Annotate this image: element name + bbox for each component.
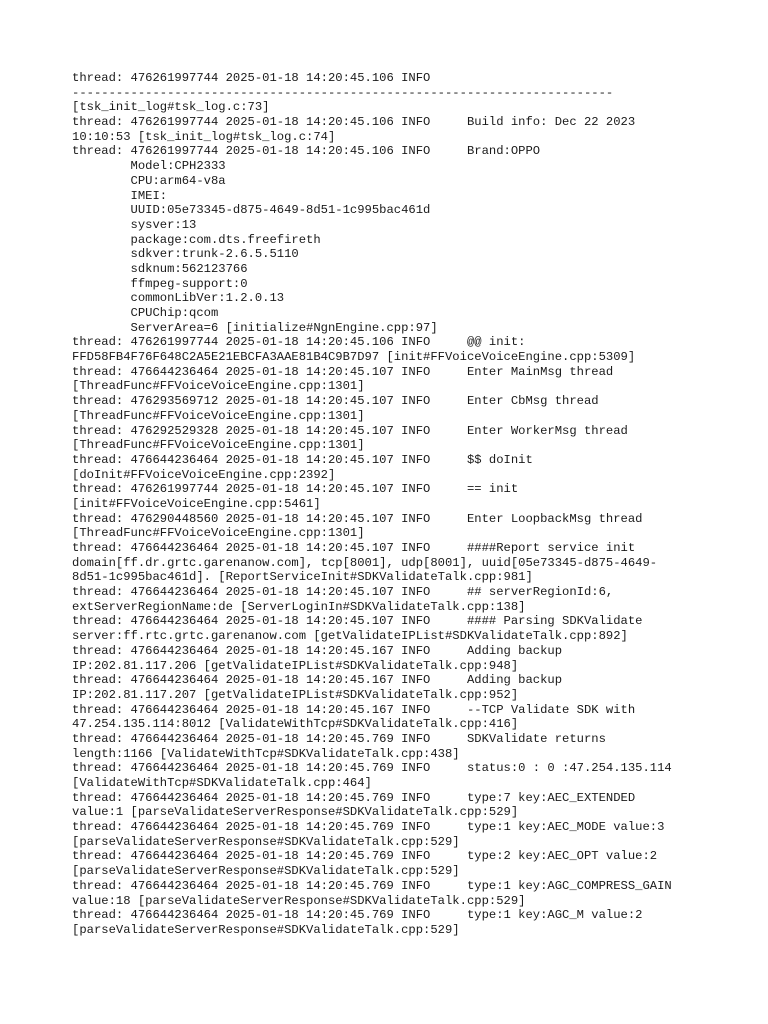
log-line: length:1166 [ValidateWithTcp#SDKValidateTalk.cpp:438]: [72, 746, 460, 761]
log-line: thread: 476261997744 2025-01-18 14:20:45.106 INFO Brand:OPPO: [72, 144, 541, 159]
log-line: ffmpeg-support:0: [72, 276, 248, 291]
log-line: ServerArea=6 [initialize#NgnEngine.cpp:97]: [72, 320, 438, 335]
log-line: 8d51-1c995bac461d]. [ReportServiceInit#SDKValidateTalk.cpp:981]: [72, 570, 533, 585]
log-line: --------------------------------------------------------------------------: [72, 85, 614, 100]
log-line: [ValidateWithTcp#SDKValidateTalk.cpp:464]: [72, 776, 372, 790]
log-line: IMEI:: [72, 188, 168, 203]
log-line: thread: 476644236464 2025-01-18 14:20:45.769 INFO type:1 key:AGC_COMPRESS_GAIN: [72, 878, 672, 893]
log-line: IP:202.81.117.207 [getValidateIPList#SDKValidateTalk.cpp:952]: [72, 687, 519, 702]
log-line: thread: 476644236464 2025-01-18 14:20:45.167 INFO --TCP Validate SDK with: [72, 702, 636, 717]
log-line: thread: 476644236464 2025-01-18 14:20:45.769 INFO SDKValidate returns: [72, 731, 606, 746]
log-line: [ThreadFunc#FFVoiceVoiceEngine.cpp:1301]: [72, 408, 365, 423]
log-line: thread: 476293569712 2025-01-18 14:20:45.107 INFO Enter CbMsg thread: [72, 394, 599, 409]
log-line: thread: 476261997744 2025-01-18 14:20:45.106 INFO: [72, 71, 431, 85]
log-line: thread: 476644236464 2025-01-18 14:20:45.107 INFO #### Parsing SDKValidate: [72, 614, 643, 629]
log-line: thread: 476644236464 2025-01-18 14:20:45.769 INFO status:0 : 0 :47.254.135.114: [72, 761, 672, 776]
log-line: sysver:13: [72, 217, 197, 232]
log-line: Model:CPH2333: [72, 159, 226, 174]
log-line: 10:10:53 [tsk_init_log#tsk_log.c:74]: [72, 129, 336, 144]
log-line: sdknum:562123766: [72, 261, 248, 276]
log-line: UUID:05e73345-d875-4649-8d51-1c995bac461d: [72, 203, 431, 218]
log-line: package:com.dts.freefireth: [72, 232, 321, 247]
log-line: [parseValidateServerResponse#SDKValidateTalk.cpp:529]: [72, 864, 460, 879]
log-line: thread: 476644236464 2025-01-18 14:20:45.107 INFO $$ doInit: [72, 452, 533, 467]
log-line: domain[ff.dr.grtc.garenanow.com], tcp[8001], udp[8001], uuid[05e73345-d875-4649-: [72, 555, 658, 570]
log-line: thread: 476644236464 2025-01-18 14:20:45.167 INFO Adding backup: [72, 673, 563, 688]
log-line: value:18 [parseValidateServerResponse#SDKValidateTalk.cpp:529]: [72, 893, 526, 908]
log-line: CPU:arm64-v8a: [72, 173, 226, 188]
log-line: thread: 476261997744 2025-01-18 14:20:45.106 INFO @@ init:: [72, 335, 526, 350]
log-line: thread: 476644236464 2025-01-18 14:20:45.167 INFO Adding backup: [72, 643, 563, 658]
log-line: commonLibVer:1.2.0.13: [72, 291, 285, 306]
log-line: [init#FFVoiceVoiceEngine.cpp:5461]: [72, 496, 321, 511]
log-line: thread: 476290448560 2025-01-18 14:20:45.107 INFO Enter LoopbackMsg thread: [72, 511, 643, 526]
log-line: sdkver:trunk-2.6.5.5110: [72, 247, 299, 262]
log-line: thread: 476644236464 2025-01-18 14:20:45.769 INFO type:1 key:AGC_M value:2: [72, 908, 643, 923]
log-line: thread: 476644236464 2025-01-18 14:20:45.769 INFO type:7 key:AEC_EXTENDED: [72, 790, 636, 805]
log-line: thread: 476261997744 2025-01-18 14:20:45.106 INFO Build info: Dec 22 2023: [72, 115, 636, 130]
log-line: thread: 476644236464 2025-01-18 14:20:45.107 INFO Enter MainMsg thread: [72, 364, 614, 379]
log-line: [parseValidateServerResponse#SDKValidateTalk.cpp:529]: [72, 922, 460, 937]
log-line: extServerRegionName:de [ServerLoginIn#SDKValidateTalk.cpp:138]: [72, 599, 526, 614]
log-line: thread: 476644236464 2025-01-18 14:20:45.769 INFO type:1 key:AEC_MODE value:3: [72, 820, 665, 835]
log-line: [parseValidateServerResponse#SDKValidateTalk.cpp:529]: [72, 834, 460, 849]
log-line: thread: 476261997744 2025-01-18 14:20:45.107 INFO == init: [72, 482, 519, 497]
log-line: thread: 476292529328 2025-01-18 14:20:45.107 INFO Enter WorkerMsg thread: [72, 423, 628, 438]
log-line: value:1 [parseValidateServerResponse#SDKValidateTalk.cpp:529]: [72, 805, 519, 820]
log-text-block: [72, 71, 672, 938]
log-line: [doInit#FFVoiceVoiceEngine.cpp:2392]: [72, 467, 336, 482]
log-line: CPUChip:qcom: [72, 306, 219, 320]
log-line: thread: 476644236464 2025-01-18 14:20:45.769 INFO type:2 key:AEC_OPT value:2: [72, 849, 658, 864]
log-line: thread: 476644236464 2025-01-18 14:20:45.107 INFO ## serverRegionId:6,: [72, 585, 614, 600]
log-line: server:ff.rtc.grtc.garenanow.com [getValidateIPList#SDKValidateTalk.cpp:892]: [72, 629, 628, 644]
log-line: [ThreadFunc#FFVoiceVoiceEngine.cpp:1301]: [72, 438, 365, 453]
log-line: [ThreadFunc#FFVoiceVoiceEngine.cpp:1301]: [72, 379, 365, 394]
log-line: [ThreadFunc#FFVoiceVoiceEngine.cpp:1301]: [72, 526, 365, 541]
log-line: 47.254.135.114:8012 [ValidateWithTcp#SDKValidateTalk.cpp:416]: [72, 717, 519, 732]
log-line: thread: 476644236464 2025-01-18 14:20:45.107 INFO ####Report service init: [72, 541, 636, 555]
log-line: FFD58FB4F76F648C2A5E21EBCFA3AAE81B4C9B7D97 [init#FFVoiceVoiceEngine.cpp:5309]: [72, 350, 636, 365]
log-line: IP:202.81.117.206 [getValidateIPList#SDKValidateTalk.cpp:948]: [72, 658, 519, 673]
log-line: [tsk_init_log#tsk_log.c:73]: [72, 100, 270, 115]
